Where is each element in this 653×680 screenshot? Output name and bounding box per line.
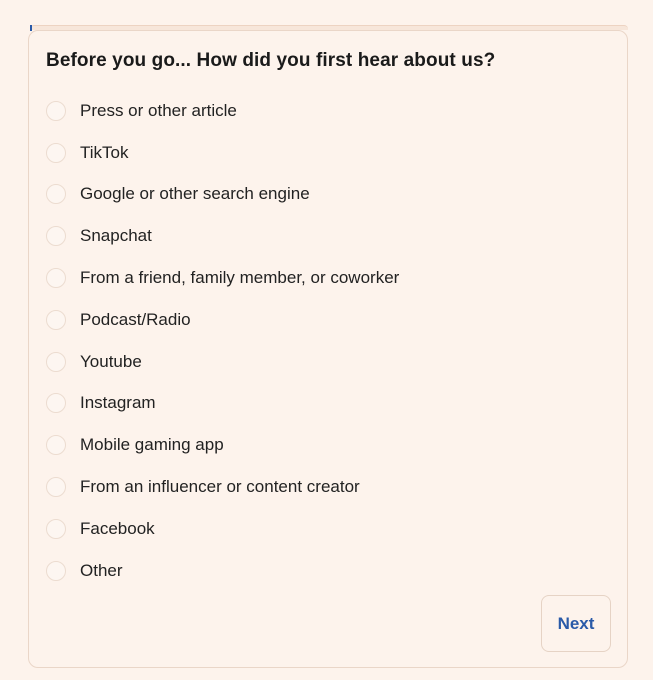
next-button[interactable]: Next bbox=[541, 595, 611, 652]
radio-button[interactable] bbox=[46, 519, 66, 539]
progress-bar-fill bbox=[30, 25, 32, 31]
radio-button[interactable] bbox=[46, 561, 66, 581]
radio-button[interactable] bbox=[46, 477, 66, 497]
option-influencer-content-creator[interactable] bbox=[46, 466, 399, 508]
radio-button[interactable] bbox=[46, 352, 66, 372]
option-label: From an influencer or content creator bbox=[80, 477, 360, 497]
option-label: Google or other search engine bbox=[80, 184, 310, 204]
answer-options-list bbox=[46, 90, 399, 592]
option-label: Mobile gaming app bbox=[80, 435, 224, 455]
radio-button[interactable] bbox=[46, 226, 66, 246]
option-label: Other bbox=[80, 560, 123, 580]
option-label: Youtube bbox=[80, 351, 142, 371]
option-label: Instagram bbox=[80, 393, 156, 413]
option-snapchat[interactable] bbox=[46, 215, 399, 257]
option-label: Facebook bbox=[80, 518, 155, 538]
radio-button[interactable] bbox=[46, 393, 66, 413]
option-other[interactable] bbox=[46, 550, 399, 592]
radio-button[interactable] bbox=[46, 268, 66, 288]
option-label: TikTok bbox=[80, 142, 129, 162]
radio-button[interactable] bbox=[46, 435, 66, 455]
option-label: Press or other article bbox=[80, 100, 237, 120]
option-label: Snapchat bbox=[80, 226, 152, 246]
option-press-or-other-article[interactable] bbox=[46, 90, 399, 132]
radio-button[interactable] bbox=[46, 101, 66, 121]
option-podcast-radio[interactable] bbox=[46, 299, 399, 341]
option-facebook[interactable] bbox=[46, 508, 399, 550]
option-mobile-gaming-app[interactable] bbox=[46, 424, 399, 466]
option-tiktok[interactable] bbox=[46, 132, 399, 174]
radio-button[interactable] bbox=[46, 184, 66, 204]
option-google-search[interactable] bbox=[46, 174, 399, 216]
option-label: Podcast/Radio bbox=[80, 309, 191, 329]
option-instagram[interactable] bbox=[46, 383, 399, 425]
option-youtube[interactable] bbox=[46, 341, 399, 383]
option-friend-family-coworker[interactable] bbox=[46, 257, 399, 299]
radio-button[interactable] bbox=[46, 143, 66, 163]
question-title: Before you go... How did you first hear about us? bbox=[46, 50, 496, 71]
option-label: From a friend, family member, or coworker bbox=[80, 268, 400, 288]
radio-button[interactable] bbox=[46, 310, 66, 330]
